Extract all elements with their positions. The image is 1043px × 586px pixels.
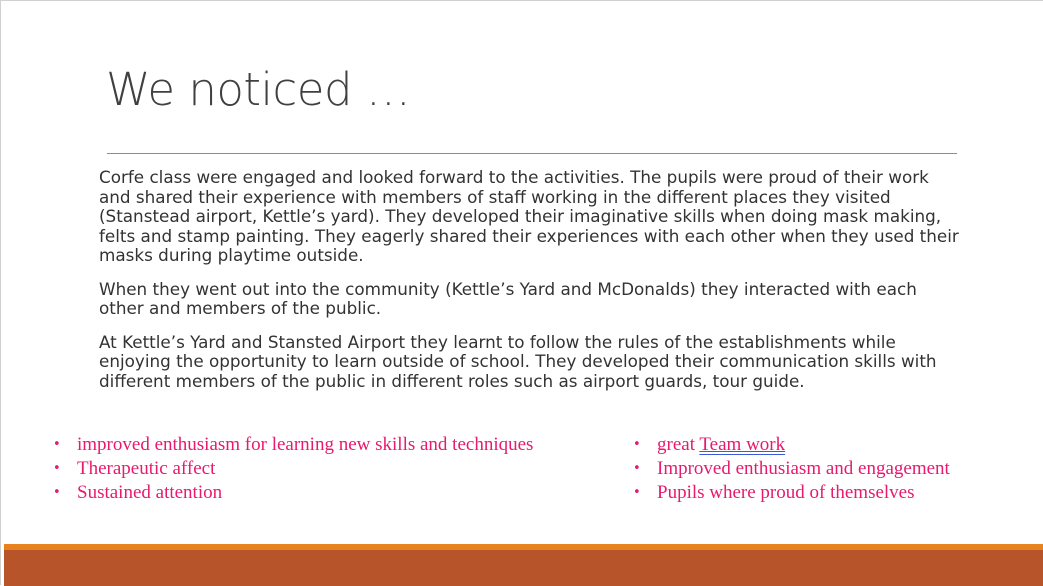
bullet-dot-icon: • bbox=[633, 437, 641, 452]
bullet-item bbox=[53, 433, 533, 457]
bullet-item bbox=[633, 433, 950, 457]
bullet-list-right bbox=[633, 433, 950, 505]
bullet-item bbox=[633, 457, 950, 481]
bullet-list-left bbox=[53, 433, 533, 505]
bullet-text: Improved enthusiasm and engagement bbox=[657, 458, 950, 479]
bullet-item bbox=[53, 481, 533, 505]
bullet-text: Pupils where proud of themselves bbox=[657, 482, 915, 503]
bullet-dot-icon: • bbox=[633, 485, 641, 500]
bullet-item bbox=[53, 457, 533, 481]
title-divider bbox=[107, 153, 957, 154]
bullet-dot-icon: • bbox=[53, 461, 61, 476]
bullet-dot-icon: • bbox=[633, 461, 641, 476]
bullet-item bbox=[633, 481, 950, 505]
slide-title: We noticed … bbox=[106, 63, 411, 116]
body-paragraph: At Kettle’s Yard and Stansted Airport they learnt to follow the rules of the establishments while enjoying the opportunity to learn outside of school. They developed their communication skills with different members of the public in different roles such as airport guards, tour guide. bbox=[99, 331, 937, 391]
bullet-dot-icon: • bbox=[53, 485, 61, 500]
body-text-box bbox=[99, 168, 959, 405]
bullet-dot-icon: • bbox=[53, 437, 61, 452]
body-paragraph: Corfe class were engaged and looked forward to the activities. The pupils were proud of their work and shared their experience with members of staff working in the different places they visited (Stanstead airport, Kettle’s yard). They developed their imaginative skills when doing mask making, felts and stamp painting. They eagerly shared their experiences with each other when they used their masks during playtime outside. bbox=[99, 167, 959, 265]
bullet-text: improved enthusiasm for learning new skills and techniques bbox=[77, 434, 534, 455]
bullet-text-prefix: great bbox=[657, 434, 700, 455]
team-work-link[interactable]: Team work bbox=[699, 434, 786, 455]
bullet-text: Therapeutic affect bbox=[77, 458, 216, 479]
body-paragraph: When they went out into the community (Kettle’s Yard and McDonalds) they interacted with each other and members of the public. bbox=[99, 278, 917, 318]
footer-band-rust bbox=[4, 550, 1043, 586]
bullet-text: Sustained attention bbox=[77, 482, 223, 503]
